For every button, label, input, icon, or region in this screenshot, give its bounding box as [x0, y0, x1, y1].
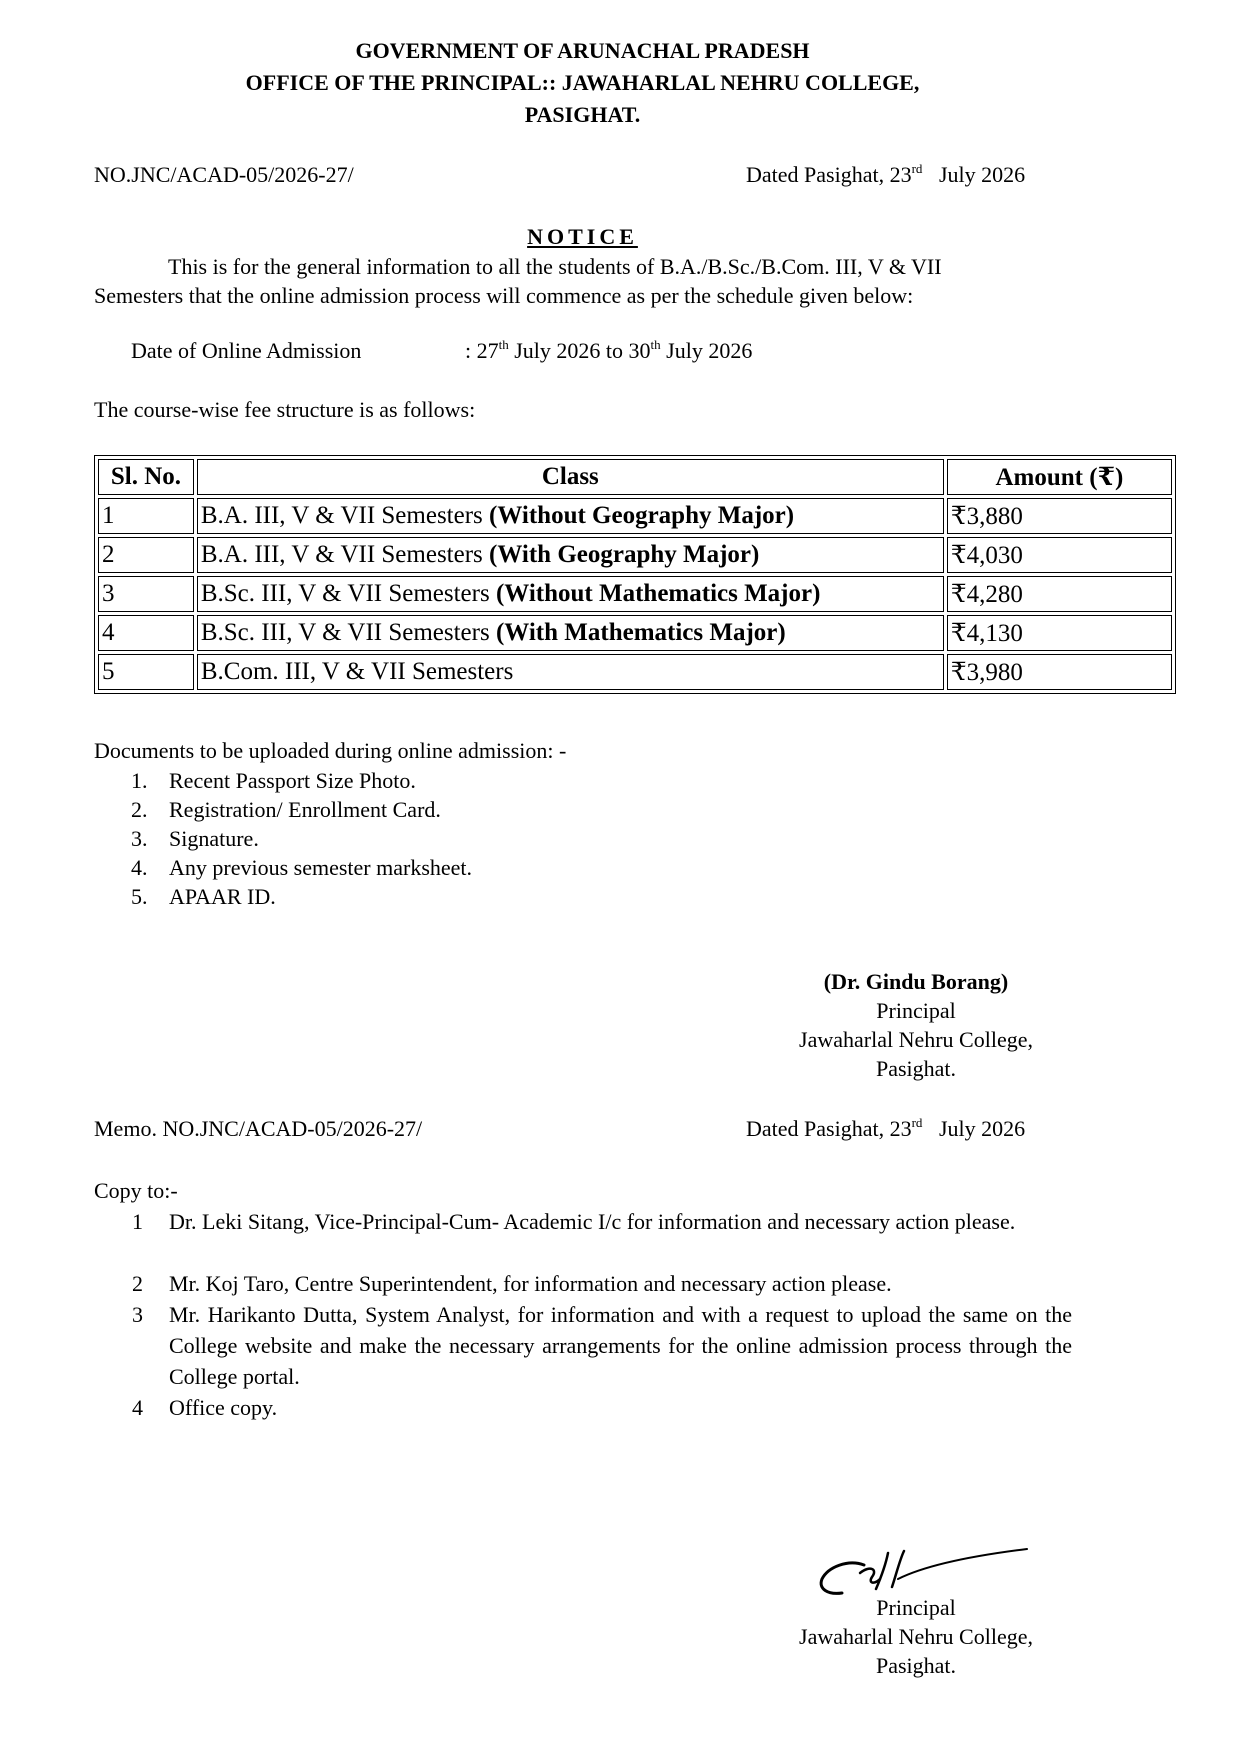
footer-signatory-designation: Principal — [876, 1595, 956, 1620]
table-row — [98, 615, 1172, 651]
fee-amount: ₹4,130 — [947, 615, 1172, 651]
documents-title: Documents to be uploaded during online admission: - — [94, 738, 567, 763]
signatory-designation: Principal — [876, 998, 956, 1023]
fee-sl: 1 — [98, 498, 194, 534]
fee-amount: ₹3,980 — [947, 654, 1172, 690]
admission-date-value: : 27th July 2026 to 30th July 2026 — [465, 337, 753, 363]
list-item: 4. Any previous semester marksheet. — [131, 855, 473, 880]
fee-table-header-row — [98, 459, 1172, 495]
admission-date-label: Date of Online Admission — [131, 338, 362, 363]
fee-class: B.Sc. III, V & VII Semesters (With Mathematics Major) — [197, 615, 944, 651]
fee-class: B.A. III, V & VII Semesters (With Geography Major) — [197, 537, 944, 573]
notice-intro-line1: This is for the general information to all the students of B.A./B.Sc./B.Com. III, V & VII — [168, 254, 942, 279]
notice-intro-line2: Semesters that the online admission process will commence as per the schedule given below: — [94, 283, 914, 308]
signatory-block — [766, 967, 1066, 1083]
copy-to-title: Copy to:- — [94, 1178, 178, 1203]
list-item: 5. APAAR ID. — [131, 884, 276, 909]
signatory-place: Pasighat. — [875, 1056, 957, 1081]
fee-header-class: Class — [197, 459, 944, 495]
memo-date: Dated Pasighat, 23rd July 2026 — [746, 1115, 1026, 1141]
table-row — [98, 654, 1172, 690]
list-item: 4 Office copy. — [132, 1395, 278, 1420]
documents-list — [131, 766, 472, 911]
list-item: 3. Signature. — [131, 826, 259, 851]
list-item: 2 Mr. Koj Taro, Centre Superintendent, for information and necessary action please. — [132, 1271, 892, 1296]
fee-class: B.Sc. III, V & VII Semesters (Without Mathematics Major) — [197, 576, 944, 612]
footer-signatory-place: Pasighat. — [875, 1653, 957, 1678]
list-item: 3 Mr. Harikanto Dutta, System Analyst, for information and with a request to upload the same on the College website and make the necessary arrangements for the online admission process through the College portal. — [132, 1302, 1072, 1389]
table-row — [98, 537, 1172, 573]
header-govt: GOVERNMENT OF ARUNACHAL PRADESH — [355, 38, 810, 63]
notice-title: NOTICE — [527, 224, 638, 249]
fee-sl: 3 — [98, 576, 194, 612]
table-row — [98, 498, 1172, 534]
list-item: 2. Registration/ Enrollment Card. — [131, 797, 441, 822]
fee-sl: 5 — [98, 654, 194, 690]
fee-amount: ₹3,880 — [947, 498, 1172, 534]
fee-sl: 2 — [98, 537, 194, 573]
memo-number: Memo. NO.JNC/ACAD-05/2026-27/ — [94, 1116, 423, 1141]
signatory-name: (Dr. Gindu Borang) — [823, 969, 1009, 994]
footer-signatory-institution: Jawaharlal Nehru College, — [799, 1624, 1033, 1649]
signatory-institution: Jawaharlal Nehru College, — [799, 1027, 1033, 1052]
fee-header-amount: Amount (₹) — [947, 459, 1172, 495]
fee-amount: ₹4,280 — [947, 576, 1172, 612]
table-row — [98, 576, 1172, 612]
reference-number: NO.JNC/ACAD-05/2026-27/ — [94, 162, 354, 187]
fee-intro: The course-wise fee structure is as follows: — [94, 397, 476, 422]
footer-signatory-block — [766, 1593, 1066, 1680]
reference-date: Dated Pasighat, 23rd July 2026 — [746, 161, 1026, 187]
header-office: OFFICE OF THE PRINCIPAL:: JAWAHARLAL NEHRU COLLEGE, — [245, 70, 920, 95]
fee-table — [94, 455, 1176, 694]
list-item: 1 Dr. Leki Sitang, Vice-Principal-Cum- Academic I/c for information and necessary action please. — [132, 1209, 1016, 1234]
fee-class: B.A. III, V & VII Semesters (Without Geography Major) — [197, 498, 944, 534]
fee-header-sl: Sl. No. — [98, 459, 194, 495]
list-item: 1. Recent Passport Size Photo. — [131, 768, 416, 793]
fee-sl: 4 — [98, 615, 194, 651]
fee-class: B.Com. III, V & VII Semesters — [197, 654, 944, 690]
header-place: PASIGHAT. — [524, 102, 641, 127]
fee-amount: ₹4,030 — [947, 537, 1172, 573]
